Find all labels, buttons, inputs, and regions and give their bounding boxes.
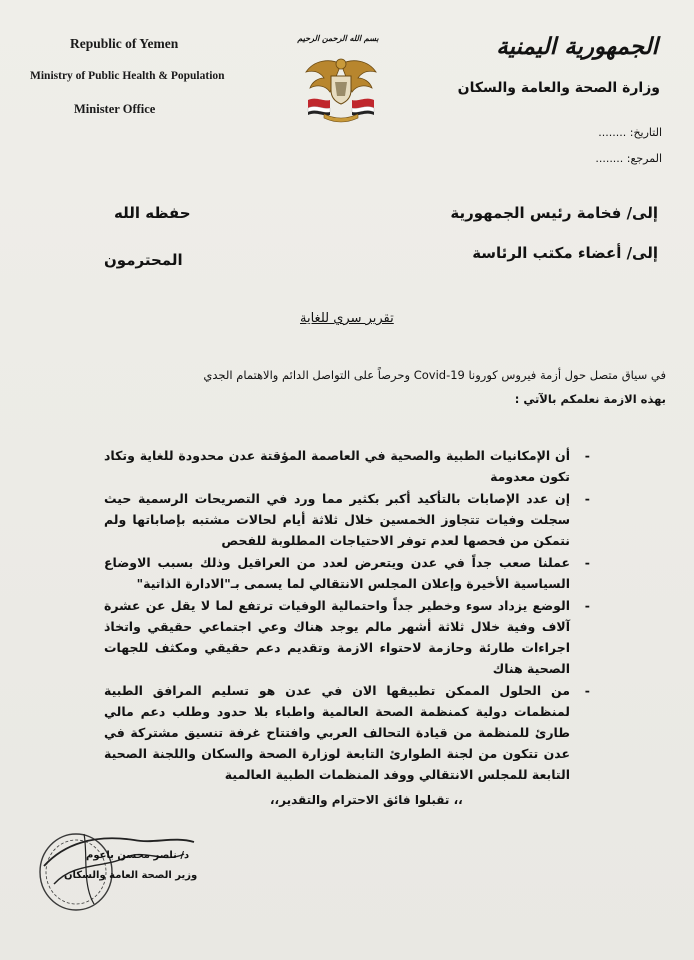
report-point-text: عملنا صعب جداً في عدن ويتعرض لعدد من العراقيل وذلك بسبب الاوضاع السياسية الأخيرة وإعلان المجلس الانتقالي لما يسمى بـ"الادارة الذاتية" <box>104 555 570 591</box>
date-field: التاريخ: ........ <box>598 126 662 139</box>
header-ar-ministry: وزارة الصحة والعامة والسكان <box>457 80 660 96</box>
report-point <box>104 595 592 679</box>
header-en-office: Minister Office <box>74 102 156 116</box>
report-point-text: الوضع يزداد سوء وخطير جداً واحتمالية الوفيات ترتفع لما لا يقل عن عشرة آلاف وفية خلال ثلاثة أشهر مالم يوجد هناك وعي اجتماعي حقيقي واتخاذ اجراءات طارئة وحازمة لاحتواء الازمة وتقديم دعم حقيقي ومكثف للجهات الصحية هناك <box>104 598 570 676</box>
report-point <box>104 680 592 785</box>
signature-name: د/ ناصر محسن باعوم <box>86 850 190 861</box>
subject-line: تقرير سري للغاية <box>300 311 394 326</box>
addressee-president: إلى/ فخامة رئيس الجمهورية <box>450 204 658 222</box>
bullet-dash: - <box>584 683 590 698</box>
report-body <box>104 445 592 786</box>
bullet-dash: - <box>584 491 590 506</box>
signature-stamp <box>24 814 224 918</box>
addressee-presidency-honorific: المحترمون <box>104 251 183 269</box>
bullet-dash: - <box>584 448 590 463</box>
header-en-republic: Republic of Yemen <box>70 36 179 51</box>
signature-scribble-icon <box>24 814 224 918</box>
basmala: بسم الله الرحمن الرحيم <box>297 34 379 43</box>
report-point-text: أن الإمكانيات الطبية والصحية في العاصمة المؤقتة عدن محدودة للغاية وتكاد تكون معدومة <box>104 448 570 484</box>
closing-line: ،، تقبلوا فائق الاحترام والتقدير،، <box>270 793 463 807</box>
report-point <box>104 488 592 551</box>
report-point <box>104 445 592 487</box>
header-en-ministry: Ministry of Public Health & Population <box>30 70 225 82</box>
bullet-dash: - <box>584 598 590 613</box>
eagle-emblem-icon <box>300 52 382 124</box>
bullet-dash: - <box>584 555 590 570</box>
reference-field: المرجع: ........ <box>595 152 662 165</box>
signature-title: وزير الصحة العامة والسكان <box>64 870 198 881</box>
header-ar-republic: الجمهورية اليمنية <box>496 34 658 60</box>
report-point-text: من الحلول الممكن تطبيقها الان في عدن هو تسليم المرافق الطبية لمنظمات دولية كمنظمة الصحة العالمية واطباء بلا حدود وطلب دعم مالي طارئ للمنظمة من قيادة التحالف العربي وافتتاح غرفة تنسيق مشتركة في عدن تتكون من لجنة الطوارئ التابعة لوزارة الصحة والسكان واللجنة الصحية التابعة للمجلس الانتقالي ووفد المنظمات الطبية العالمية <box>104 683 570 782</box>
report-points-list <box>104 445 592 785</box>
addressee-presidency-office: إلى/ أعضاء مكتب الرئاسة <box>472 244 658 262</box>
intro-line-2: بهذه الازمة نعلمكم بالآتي : <box>514 392 666 406</box>
intro-line-1: في سياق متصل حول أزمة فيروس كورونا Covid-19 وحرصاً على التواصل الدائم والاهتمام الجدي <box>203 368 666 382</box>
report-point <box>104 552 592 594</box>
report-point-text: إن عدد الإصابات بالتأكيد أكبر بكثير مما ورد في التصريحات الرسمية حيث سجلت وفيات تتجاوز الخمسين خلال ثلاثة أيام لحالات مشتبه بإصاباتها ولم نتمكن من فحصها لعدم توفر الاحتياجات المطلوبة للفحص <box>104 491 570 548</box>
addressee-president-honorific: حفظه الله <box>114 204 191 222</box>
